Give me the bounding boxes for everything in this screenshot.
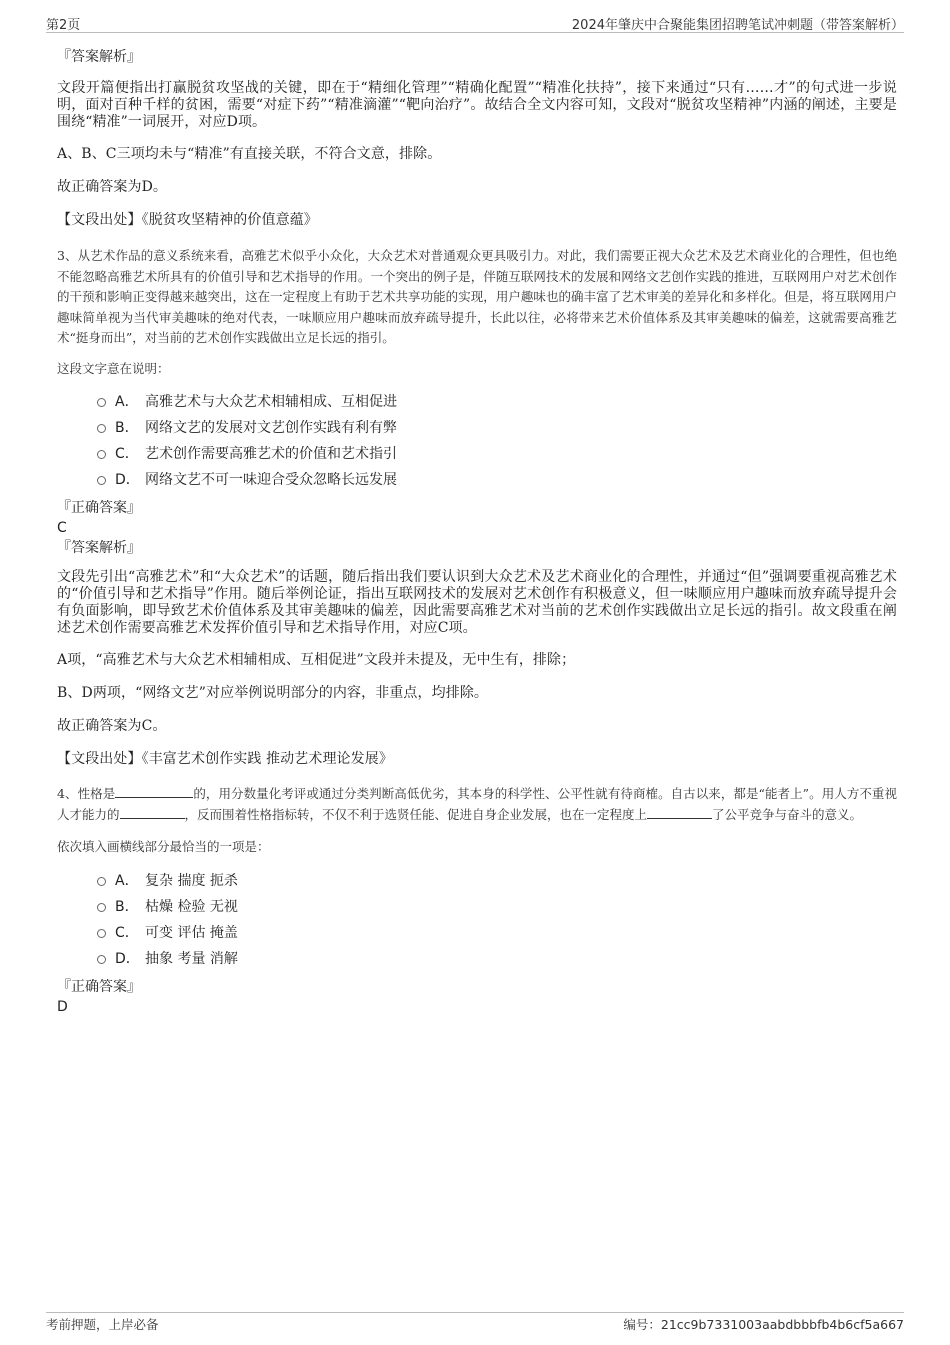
option-a[interactable] bbox=[57, 868, 897, 894]
exclude-text: A、B、C三项均未与“精准”有直接关联，不符合文意，排除。 bbox=[57, 146, 442, 162]
analysis-label: 『答案解析』 bbox=[57, 49, 141, 65]
stem-part: 4、性格是 bbox=[57, 786, 116, 801]
analysis-text: 文段开篇便指出打赢脱贫攻坚战的关键，即在于“精细化管理”“精确化配置”“精准化扶持”，接下来通过“只有……才”的句式进一步说明，面对百种千样的贫困，需要“对症下药”“精准滴灌”“靶向治疗”。故结合全文内容可知，文段对“脱贫攻坚精神”内涵的阐述，主要是围绕“精准”一词展开，对应D项。 bbox=[57, 80, 897, 130]
stem-part: 的，用分数量化考评或通过分类判断高低优劣，其本身的科学性、公平性就有待商榷。自古以来，都是“能者上”。用人方不重视人才能力的 bbox=[57, 786, 897, 822]
question-4-stem bbox=[57, 784, 897, 825]
option-text: 枯燥 检验 无视 bbox=[145, 898, 238, 915]
fill-blank bbox=[120, 806, 185, 819]
option-letter: C． bbox=[115, 446, 139, 462]
option-text: 高雅艺术与大众艺术相辅相成、互相促进 bbox=[145, 394, 397, 410]
option-a[interactable] bbox=[57, 389, 897, 415]
document-id: 编号：21cc9b7331003aabdbbbfb4b6cf5a667 bbox=[623, 1317, 904, 1332]
radio-circle-icon[interactable] bbox=[97, 476, 106, 485]
option-letter: C． bbox=[115, 924, 139, 941]
option-b[interactable] bbox=[57, 415, 897, 441]
stem-part: ，反而围着性格指标转，不仅不利于选贤任能、促进自身企业发展，也在一定程度上 bbox=[184, 806, 648, 822]
question-3-stem: 3、从艺术作品的意义系统来看，高雅艺术似乎小众化，大众艺术对普通观众更具吸引力。对此，我们需要正视大众艺术及艺术商业化的合理性，但也绝不能忽略高雅艺术所具有的价值引导和艺术指导的作用。一个突出的例子是，伴随互联网技术的发展和网络文艺创作实践的推进，互联网用户对艺术创作的干预和影响正变得越来越突出，这在一定程度上有助于艺术共享功能的实现，用户趣味也的确丰富了艺术审美的差异化和多样化。但是，将互联网用户趣味简单视为当代审美趣味的绝对代表，一味顺应用户趣味而放弃疏导提升，长此以往，必将带来艺术价值体系及其审美趣味的偏差，这就需要高雅艺术“挺身而出”，对当前的艺术创作实践做出立足长远的指引。 bbox=[57, 248, 897, 345]
option-c[interactable] bbox=[57, 920, 897, 946]
analysis-text: 文段先引出“高雅艺术”和“大众艺术”的话题，随后指出我们要认识到大众艺术及艺术商业化的合理性，并通过“但”强调要重视高雅艺术的“价值引导和艺术指导”作用。随后举例论证，指出互联网技术的发展对艺术创作有积极意义，但一味顺应用户趣味而放弃疏导提升会有负面影响，即导致艺术价值体系及其审美趣味的偏差，因此需要高雅艺术对当前的艺术创作实践做出立足长远的指引。故文段重在阐述艺术创作需要高雅艺术发挥价值引导和艺术指导作用，对应C项。 bbox=[57, 569, 897, 636]
option-letter: D． bbox=[115, 950, 140, 967]
document-title: 2024年肇庆中合聚能集团招聘笔试冲刺题（带答案解析） bbox=[571, 18, 904, 33]
option-letter: A． bbox=[115, 394, 139, 410]
radio-circle-icon[interactable] bbox=[97, 955, 106, 964]
source-text: 【文段出处】《脱贫攻坚精神的价值意蕴》 bbox=[57, 212, 318, 228]
question-4-prompt: 依次填入画横线部分最恰当的一项是： bbox=[57, 839, 270, 854]
stem-part: 了公平竞争与奋斗的意义。 bbox=[712, 806, 863, 822]
option-letter: A． bbox=[115, 872, 139, 889]
fill-blank bbox=[115, 785, 193, 798]
conclusion-text: 故正确答案为D。 bbox=[57, 179, 168, 195]
radio-circle-icon[interactable] bbox=[97, 929, 106, 938]
radio-circle-icon[interactable] bbox=[97, 450, 106, 459]
radio-circle-icon[interactable] bbox=[97, 877, 106, 886]
page-header bbox=[46, 14, 904, 33]
option-text: 复杂 揣度 扼杀 bbox=[145, 872, 238, 889]
option-letter: B． bbox=[115, 898, 139, 915]
source-text: 【文段出处】《丰富艺术创作实践 推动艺术理论发展》 bbox=[57, 751, 393, 767]
radio-circle-icon[interactable] bbox=[97, 424, 106, 433]
option-text: 网络文艺不可一味迎合受众忽略长远发展 bbox=[145, 472, 397, 488]
radio-circle-icon[interactable] bbox=[97, 398, 106, 407]
option-text: 抽象 考量 消解 bbox=[145, 950, 238, 967]
option-c[interactable] bbox=[57, 441, 897, 467]
option-d[interactable] bbox=[57, 946, 897, 972]
page-number: 第2页 bbox=[46, 18, 81, 33]
exclude-text-bd: B、D两项，“网络文艺”对应举例说明部分的内容，非重点，均排除。 bbox=[57, 685, 489, 701]
option-d[interactable] bbox=[57, 467, 897, 493]
option-text: 网络文艺的发展对文艺创作实践有利有弊 bbox=[145, 420, 397, 436]
page-content bbox=[57, 46, 897, 1017]
footer-slogan: 考前押题，上岸必备 bbox=[46, 1317, 159, 1332]
option-b[interactable] bbox=[57, 894, 897, 920]
exclude-text-a: A项，“高雅艺术与大众艺术相辅相成、互相促进”文段并未提及，无中生有，排除； bbox=[57, 652, 576, 668]
correct-answer-label: 『正确答案』 bbox=[57, 500, 141, 516]
option-text: 艺术创作需要高雅艺术的价值和艺术指引 bbox=[145, 446, 397, 462]
correct-answer-label: 『正确答案』 bbox=[57, 978, 141, 995]
conclusion-text: 故正确答案为C。 bbox=[57, 718, 167, 734]
page-footer bbox=[46, 1312, 904, 1335]
option-letter: B． bbox=[115, 420, 139, 436]
question-3-prompt: 这段文字意在说明： bbox=[57, 360, 170, 376]
analysis-label: 『答案解析』 bbox=[57, 540, 141, 556]
radio-circle-icon[interactable] bbox=[97, 903, 106, 912]
correct-answer: D bbox=[57, 998, 68, 1015]
question-4-options bbox=[57, 868, 897, 972]
option-letter: D． bbox=[115, 472, 140, 488]
correct-answer: C bbox=[57, 520, 67, 536]
option-text: 可变 评估 掩盖 bbox=[145, 924, 238, 941]
fill-blank bbox=[647, 806, 712, 819]
question-3-options bbox=[57, 389, 897, 493]
